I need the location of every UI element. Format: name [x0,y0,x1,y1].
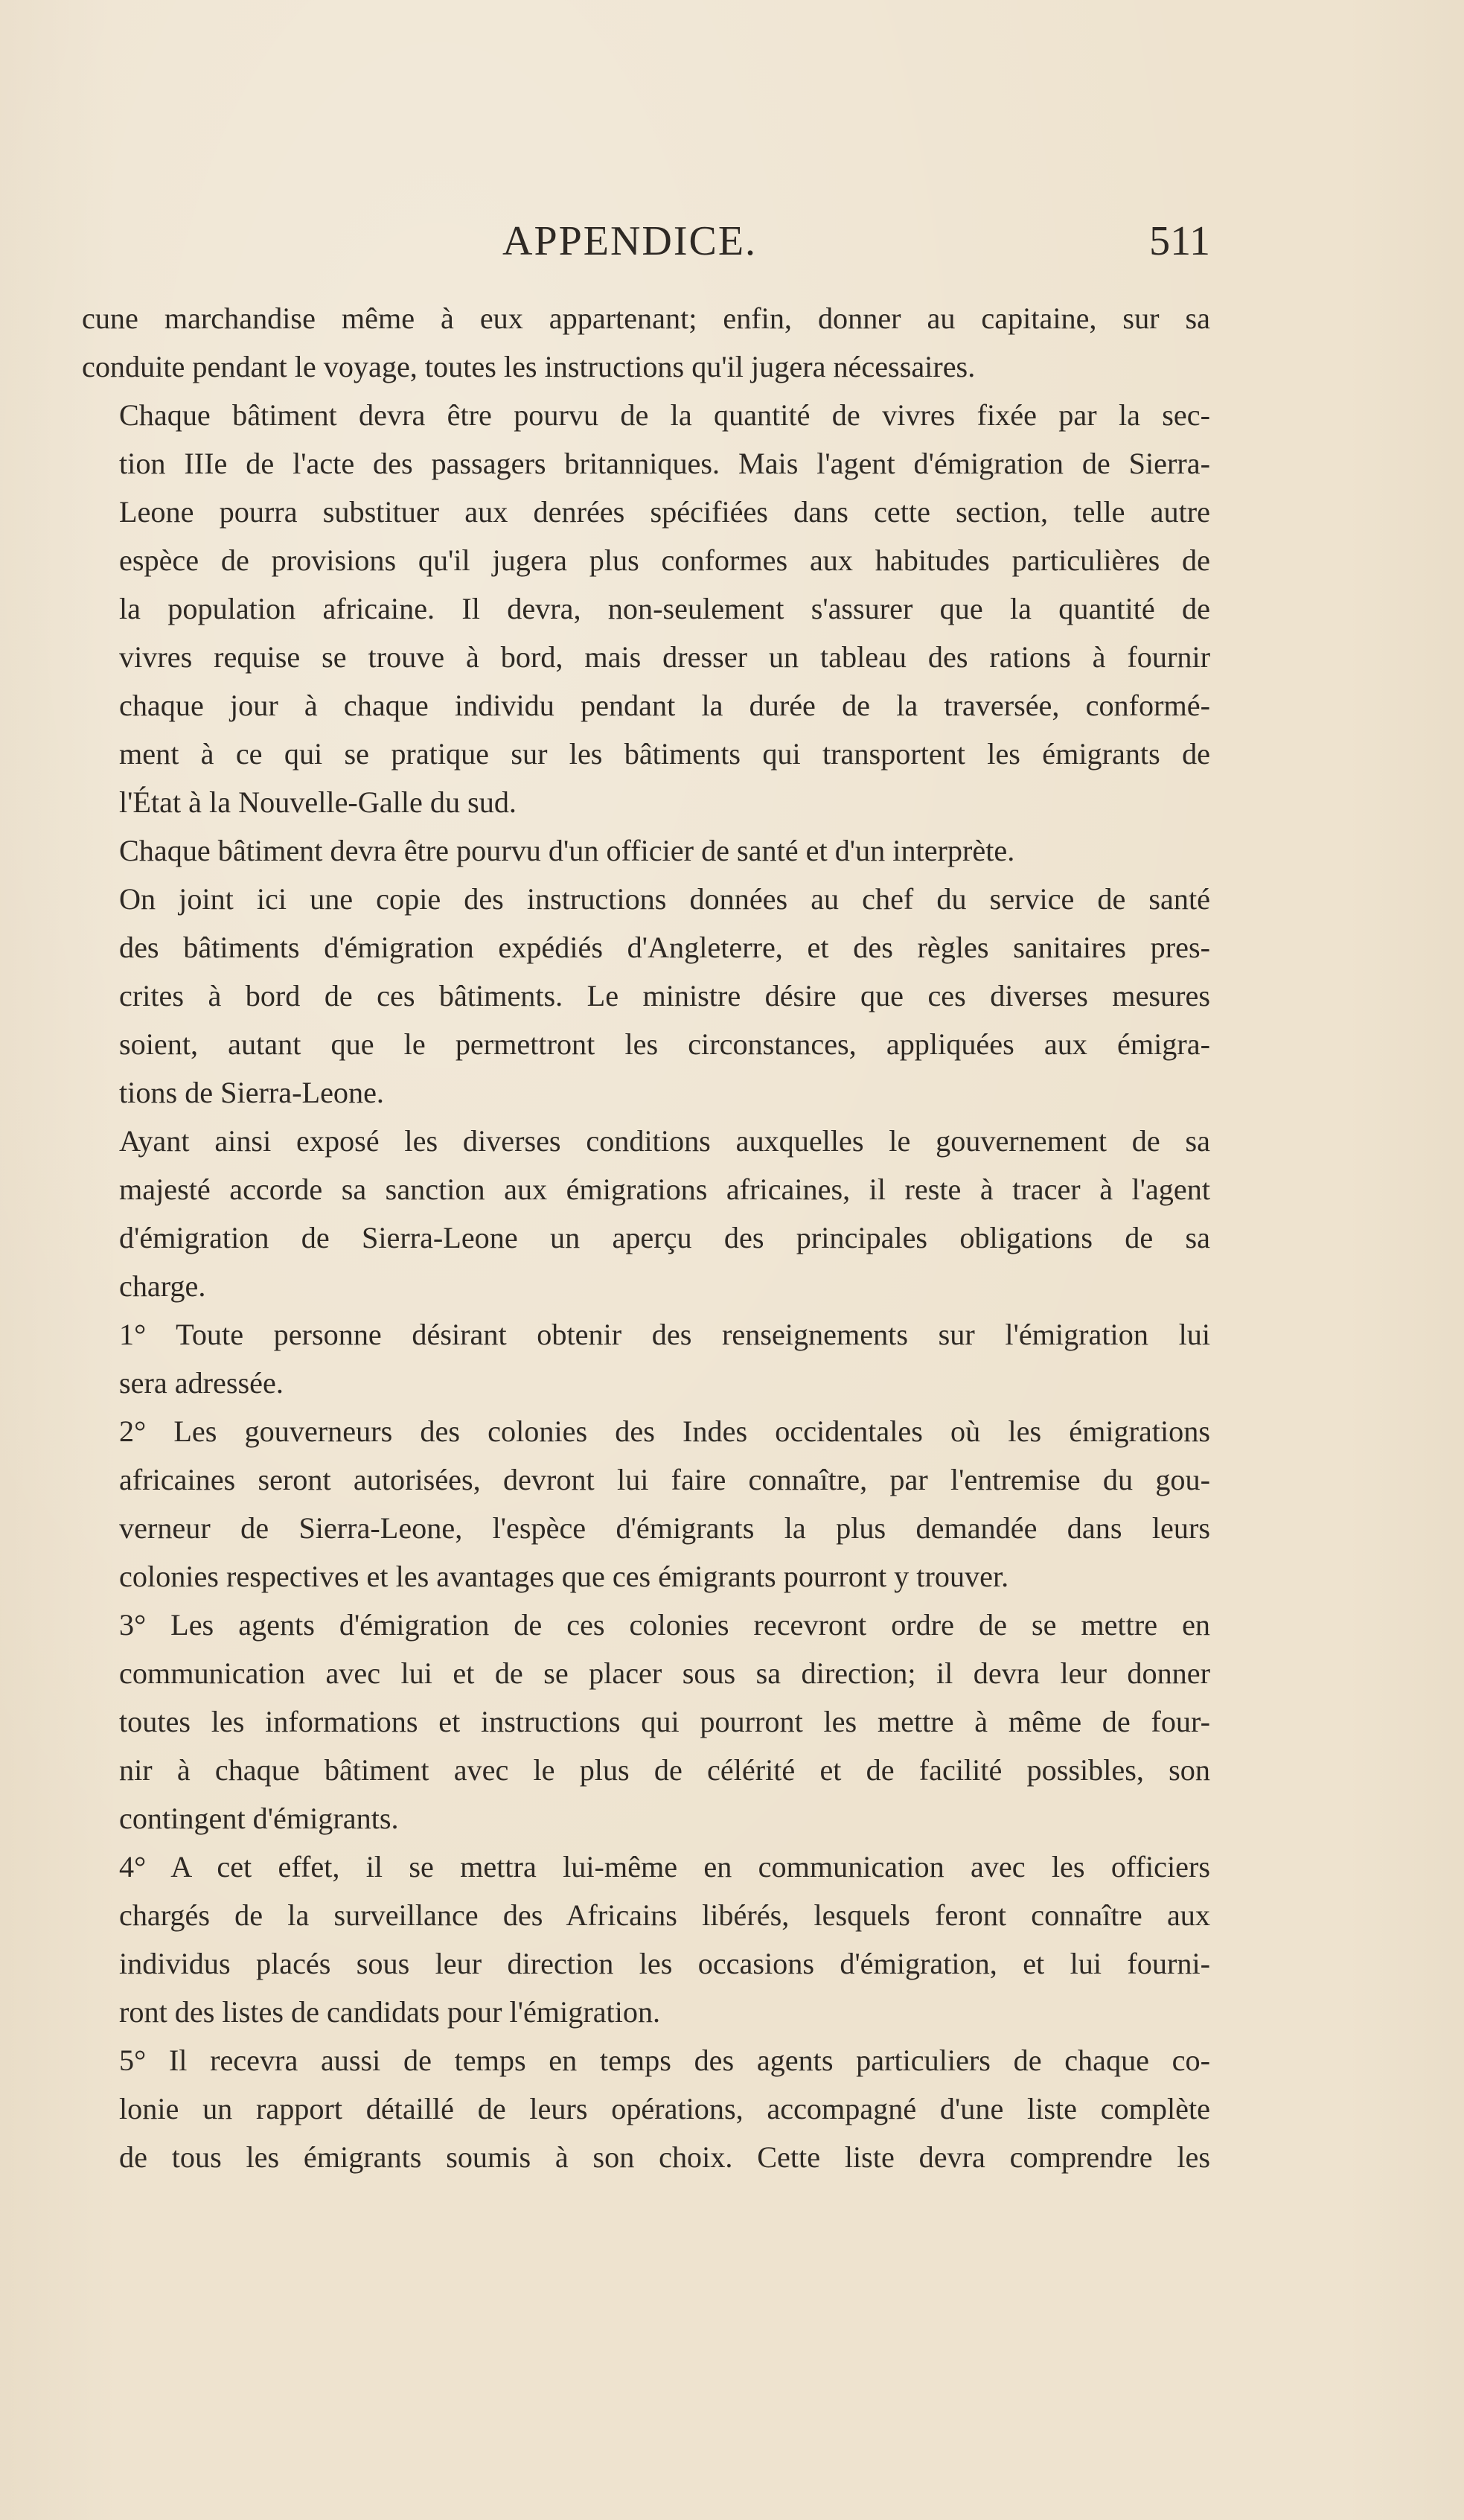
text-line: conduite pendant le voyage, toutes les instructions qu'il jugera nécessaires. [82,350,976,383]
text-line: verneur de Sierra-Leone, l'espèce d'émigrants la plus demandée dans leurs [119,1511,1210,1545]
text-line: charge. [119,1269,206,1303]
text-line: Leone pourra substituer aux denrées spécifiées dans cette section, telle autre [119,495,1210,529]
text-line: tion IIIe de l'acte des passagers britanniques. Mais l'agent d'émigration de Sierra- [119,447,1210,480]
text-line: Ayant ainsi exposé les diverses conditions auxquelles le gouvernement de sa [119,1124,1210,1158]
running-head: APPENDICE. [502,218,758,264]
text-line: 4° A cet effet, il se mettra lui-même en communication avec les officiers [119,1850,1210,1883]
text-line: ront des listes de candidats pour l'émigration. [119,1995,661,2029]
text-line: tions de Sierra-Leone. [119,1076,384,1109]
paragraph-2 [82,391,1210,826]
text-line: ment à ce qui se pratique sur les bâtiments qui transportent les émigrants de [119,737,1210,771]
text-line: sera adressée. [119,1366,284,1400]
page-header [82,220,1210,280]
text-line: d'émigration de Sierra-Leone un aperçu des principales obligations de sa [119,1221,1210,1254]
text-line: cune marchandise même à eux appartenant; enfin, donner au capitaine, sur sa [82,302,1210,335]
paragraph-10 [82,2036,1210,2181]
text-line: des bâtiments d'émigration expédiés d'Angleterre, et des règles sanitaires pres- [119,931,1210,964]
text-line: toutes les informations et instructions qui pourront les mettre à même de four- [119,1705,1210,1738]
text-line: l'État à la Nouvelle-Galle du sud. [119,785,517,819]
text-line: 3° Les agents d'émigration de ces colonies recevront ordre de se mettre en [119,1608,1210,1642]
text-line: chaque jour à chaque individu pendant la durée de la traversée, conformé- [119,689,1210,722]
text-line: majesté accorde sa sanction aux émigrations africaines, il reste à tracer à l'agent [119,1173,1210,1206]
paragraph-8 [82,1601,1210,1843]
text-line: contingent d'émigrants. [119,1802,399,1835]
page-number: 511 [1149,218,1210,264]
paragraph-5 [82,1117,1210,1310]
paragraph-6 [82,1310,1210,1407]
paragraph-4 [82,875,1210,1117]
text-line: colonies respectives et les avantages que ces émigrants pourront y trouver. [119,1560,1009,1593]
text-line: soient, autant que le permettront les circonstances, appliquées aux émigra- [119,1027,1210,1061]
text-line: 1° Toute personne désirant obtenir des renseignements sur l'émigration lui [119,1318,1210,1351]
text-line: crites à bord de ces bâtiments. Le ministre désire que ces diverses mesures [119,979,1210,1012]
text-line: 2° Les gouverneurs des colonies des Indes occidentales où les émigrations [119,1414,1210,1448]
text-line: africaines seront autorisées, devront lui faire connaître, par l'entremise du gou- [119,1463,1210,1496]
text-line: espèce de provisions qu'il jugera plus conformes aux habitudes particulières de [119,543,1210,577]
text-line: communication avec lui et de se placer sous sa direction; il devra leur donner [119,1656,1210,1690]
text-line: On joint ici une copie des instructions données au chef du service de santé [119,882,1210,916]
text-line: Chaque bâtiment devra être pourvu de la quantité de vivres fixée par la sec- [119,398,1210,432]
text-line: lonie un rapport détaillé de leurs opérations, accompagné d'une liste complète [119,2092,1210,2125]
text-line: nir à chaque bâtiment avec le plus de célérité et de facilité possibles, son [119,1753,1210,1787]
text-line: chargés de la surveillance des Africains libérés, lesquels feront connaître aux [119,1898,1210,1932]
paragraph-7 [82,1407,1210,1601]
text-line: vivres requise se trouve à bord, mais dresser un tableau des rations à fournir [119,640,1210,674]
text-line: 5° Il recevra aussi de temps en temps des agents particuliers de chaque co- [119,2044,1210,2077]
paragraph-3 [82,826,1210,875]
body-text [82,294,1210,2181]
paragraph-1 [82,294,1210,391]
text-line: de tous les émigrants soumis à son choix. Cette liste devra comprendre les [119,2140,1210,2174]
text-line: Chaque bâtiment devra être pourvu d'un officier de santé et d'un interprète. [119,834,1015,867]
text-line: la population africaine. Il devra, non-seulement s'assurer que la quantité de [119,592,1210,625]
paragraph-9 [82,1843,1210,2036]
text-line: individus placés sous leur direction les occasions d'émigration, et lui fourni- [119,1947,1210,1980]
